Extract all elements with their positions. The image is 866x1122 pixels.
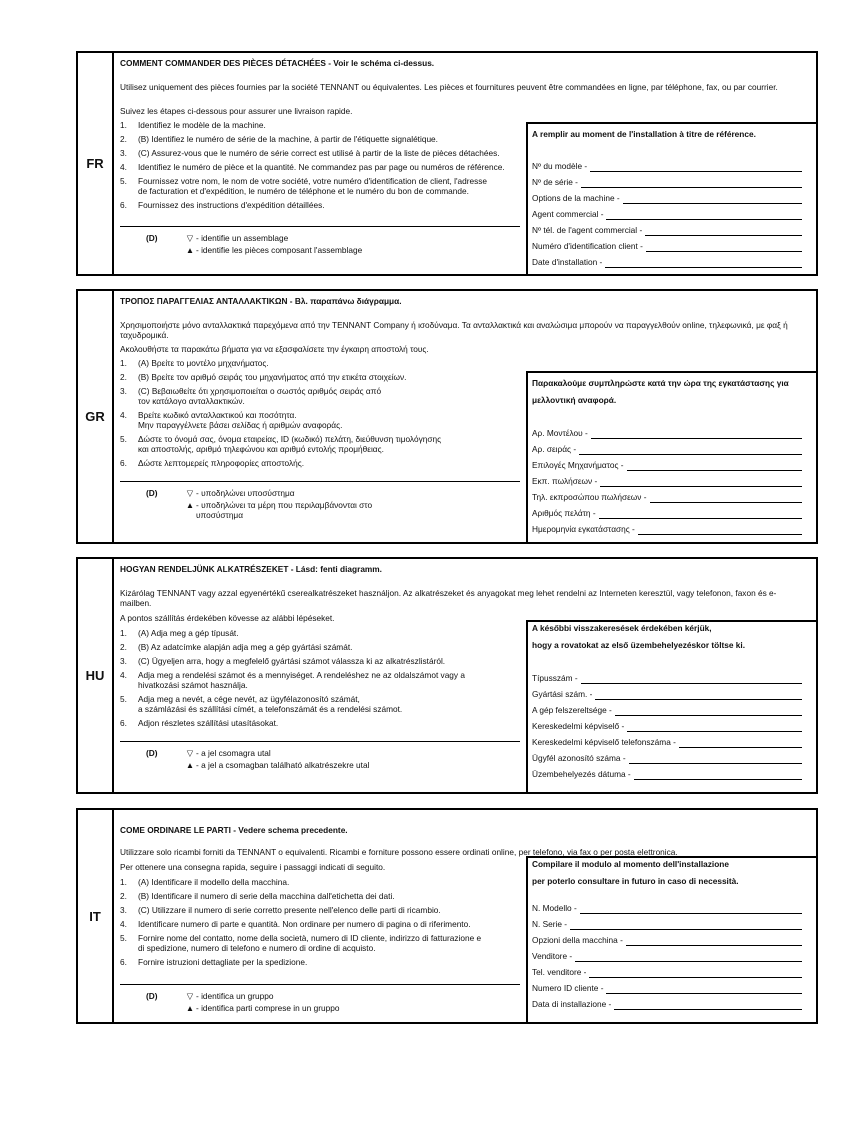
- list-item: 1. (A) Identificare il modello della macchina.: [120, 877, 290, 887]
- open-triangle-icon: ▽: [186, 748, 194, 758]
- customer-id-field[interactable]: Numéro d'identification client -: [532, 242, 802, 252]
- reference-form: [526, 620, 816, 792]
- install-date-field[interactable]: Üzembehelyezés dátuma -: [532, 770, 802, 780]
- machine-options-field[interactable]: A gép felszereltsége -: [532, 706, 802, 716]
- install-date-field[interactable]: Ημερομηνία εγκατάστασης -: [532, 525, 802, 535]
- machine-options-field[interactable]: Επιλογές Μηχανήματος -: [532, 461, 802, 471]
- model-number-field[interactable]: Αρ. Μοντέλου -: [532, 429, 802, 439]
- solid-triangle-icon: ▲: [185, 759, 195, 770]
- install-date-field[interactable]: Date d'installation -: [532, 258, 802, 268]
- list-item: 6. Adjon részletes szállítási utasításokat.: [120, 717, 279, 728]
- intro-text: Utilizzare solo ricambi forniti da TENNANT o equivalenti. Ricambi e forniture possono essere ordinati online, per telefono, via fax o per posta elettronica.: [120, 847, 678, 857]
- list-item: 6. Δώστε λεπτομερείς πληροφορίες αποστολής.: [120, 457, 305, 468]
- language-code: IT: [78, 810, 114, 1022]
- list-item: 4. Βρείτε κωδικό ανταλλακτικού και ποσότητα. Μην παραγγέλνετε βάσει σελίδας ή αριθμών αναφοράς.: [120, 409, 343, 430]
- customer-id-field[interactable]: Numero ID cliente -: [532, 984, 802, 994]
- section-gr: [76, 289, 818, 544]
- intro-text: Χρησιμοποιήστε μόνο ανταλλακτικά παρεχόμενα από την TENNANT Company ή ισοδύναμα. Τα ανταλλακτικά και αναλώσιμα μπορούν να παραγγελθούν online, τηλεφωνικά, με φαξ ή ταχυδρομικά.: [120, 320, 788, 340]
- solid-triangle-icon: ▲: [185, 499, 195, 510]
- machine-options-field[interactable]: Options de la machine -: [532, 194, 802, 204]
- intro-steps-text: A pontos szállítás érdekében kövesse az alábbi lépéseket.: [120, 613, 335, 623]
- legend: (D) ▽ - identifie un assemblage ▲ - identifie les pièces composant l'assemblage: [120, 226, 520, 256]
- list-item: 1. Identifiez le modèle de la machine.: [120, 120, 266, 130]
- steps-list: [120, 359, 520, 473]
- section-title: HOGYAN RENDELJÜNK ALKATRÉSZEKET - Lásd: fenti diagramm.: [120, 564, 382, 574]
- list-item: 6. Fornire istruzioni dettagliate per la spedizione.: [120, 956, 308, 967]
- section-title: COMMENT COMMANDER DES PIÈCES DÉTACHÉES - Voir le schéma ci-dessus.: [120, 58, 435, 68]
- list-item: 5. Fournissez votre nom, le nom de votre société, votre numéro d'identification de client, l'adresse de facturation et d'expédition, le numéro de téléphone et le numéro du bon de commande.: [120, 175, 488, 196]
- model-number-field[interactable]: N. Modello -: [532, 904, 802, 914]
- legend-label: (D): [146, 488, 158, 498]
- sales-rep-field[interactable]: Kereskedelmi képviselő -: [532, 722, 802, 732]
- sales-rep-phone-field[interactable]: Nº tél. de l'agent commercial -: [532, 226, 802, 236]
- open-triangle-icon: ▽: [186, 233, 194, 243]
- sales-rep-field[interactable]: Εκπ. πωλήσεων -: [532, 477, 802, 487]
- solid-triangle-icon: ▲: [185, 244, 195, 255]
- section-it: [76, 808, 818, 1024]
- legend-label: (D): [146, 748, 158, 758]
- list-item: 5. Adja meg a nevét, a cége nevét, az ügyfélazonosító számát, a számlázási és szállítási címét, a telefonszámát és a rendelési számot.: [120, 693, 403, 714]
- list-item: 1. (A) Βρείτε το μοντέλο μηχανήματος.: [120, 358, 269, 368]
- legend: (D) ▽ - a jel csomagra utal ▲ - a jel a csomagban található alkatrészekre utal: [120, 741, 520, 771]
- install-date-field[interactable]: Data di installazione -: [532, 1000, 802, 1010]
- language-code: FR: [78, 53, 114, 274]
- customer-id-field[interactable]: Αριθμός πελάτη -: [532, 509, 802, 519]
- list-item: 3. (C) Utilizzare il numero di serie corretto presente nell'elenco delle parti di ricambio.: [120, 904, 441, 915]
- intro-text: Kizárólag TENNANT vagy azzal egyenértékű cserealkatrészeket használjon. Az alkatrészeket és anyagokat meg lehet rendelni az Interneten keresztül, vagy telefonon, faxon és e-mailben.: [120, 588, 777, 608]
- intro-text: Utilisez uniquement des pièces fournies par la société TENNANT ou équivalentes. Les pièces et fournitures peuvent être commandées en ligne, par téléphone, fax, ou par courrier.: [120, 82, 778, 92]
- list-item: 2. (B) Identificare il numero di serie della macchina dall'etichetta dei dati.: [120, 890, 395, 901]
- form-heading: A későbbi visszakeresések érdekében kérjük, hogy a rovatokat az első üzembehelyezéskor töltse ki.: [532, 623, 746, 650]
- form-heading: Compilare il modulo al momento dell'installazione per poterlo consultare in futuro in caso di necessità.: [532, 859, 739, 886]
- steps-list: [120, 121, 520, 215]
- form-heading: A remplir au moment de l'installation à titre de référence.: [532, 129, 756, 139]
- section-title: COME ORDINARE LE PARTI - Vedere schema precedente.: [120, 825, 348, 835]
- language-code: HU: [78, 559, 114, 792]
- language-code: GR: [78, 291, 114, 542]
- list-item: 3. (C) Βεβαιωθείτε ότι χρησιμοποιείται ο σωστός αριθμός σειράς από τον κατάλογο ανταλλακτικών.: [120, 385, 382, 406]
- sales-rep-field[interactable]: Agent commercial -: [532, 210, 802, 220]
- model-number-field[interactable]: Típusszám -: [532, 674, 802, 684]
- intro-steps-text: Per ottenere una consegna rapida, seguire i passaggi indicati di seguito.: [120, 862, 386, 872]
- list-item: 1. (A) Adja meg a gép típusát.: [120, 628, 239, 638]
- intro-steps-text: Ακολουθήστε τα παρακάτω βήματα για να εξασφαλίσετε την έγκαιρη αποστολή τους.: [120, 344, 429, 354]
- section-title: ΤΡΟΠΟΣ ΠΑΡΑΓΓΕΛΙΑΣ ΑΝΤΑΛΛΑΚΤΙΚΩΝ - Βλ. παραπάνω διάγραμμα.: [120, 296, 402, 306]
- sales-rep-phone-field[interactable]: Tel. venditore -: [532, 968, 802, 978]
- list-item: 4. Identifiez le numéro de pièce et la quantité. Ne commandez pas par page ou numéros de référence.: [120, 161, 505, 172]
- legend-label: (D): [146, 233, 158, 243]
- legend-label: (D): [146, 991, 158, 1001]
- serial-number-field[interactable]: Αρ. σειράς -: [532, 445, 802, 455]
- legend: (D) ▽ - υποδηλώνει υποσύστημα ▲ - υποδηλώνει τα μέρη που περιλαμβάνονται στο υποσύστημα: [120, 481, 520, 521]
- list-item: 4. Adja meg a rendelési számot és a mennyiséget. A rendeléshez ne az oldalszámot vagy a hivatkozási számot használja.: [120, 669, 465, 690]
- section-hu: [76, 557, 818, 794]
- serial-number-field[interactable]: Gyártási szám. -: [532, 690, 802, 700]
- sales-rep-phone-field[interactable]: Τηλ. εκπροσώπου πωλήσεων -: [532, 493, 802, 503]
- serial-number-field[interactable]: N. Serie -: [532, 920, 802, 930]
- machine-options-field[interactable]: Opzioni della macchina -: [532, 936, 802, 946]
- steps-list: [120, 629, 520, 733]
- legend: (D) ▽ - identifica un gruppo ▲ - identifica parti comprese in un gruppo: [120, 984, 520, 1014]
- list-item: 4. Identificare numero di parte e quantità. Non ordinare per numero di pagina o di riferimento.: [120, 918, 471, 929]
- list-item: 3. (C) Ügyeljen arra, hogy a megfelelő gyártási számot válassza ki az alkatrészlistáról.: [120, 655, 446, 666]
- list-item: 3. (C) Assurez-vous que le numéro de série correct est utilisé à partir de la liste de pièces détachées.: [120, 147, 500, 158]
- form-heading: Παρακαλούμε συμπληρώστε κατά την ώρα της εγκατάστασης για μελλοντική αναφορά.: [532, 378, 789, 405]
- list-item: 6. Fournissez des instructions d'expédition détaillées.: [120, 199, 325, 210]
- solid-triangle-icon: ▲: [185, 1002, 195, 1013]
- reference-form: [526, 371, 816, 542]
- intro-steps-text: Suivez les étapes ci-dessous pour assurer une livraison rapide.: [120, 106, 353, 116]
- open-triangle-icon: ▽: [186, 488, 194, 498]
- steps-list: [120, 878, 520, 972]
- list-item: 5. Δώστε το όνομά σας, όνομα εταιρείας, ID (κωδικό) πελάτη, διεύθυνση τιμολόγησης και αποστολής, αριθμό τηλεφώνου και αριθμό εντολής προμήθειας.: [120, 433, 442, 454]
- list-item: 2. (B) Identifiez le numéro de série de la machine, à partir de l'étiquette signalétique.: [120, 133, 438, 144]
- list-item: 5. Fornire nome del contatto, nome della società, numero di ID cliente, indirizzo di fatturazione e di spedizione, numero di telefono e numero di ordine di acquisto.: [120, 932, 482, 953]
- customer-id-field[interactable]: Ügyfél azonosító száma -: [532, 754, 802, 764]
- open-triangle-icon: ▽: [186, 991, 194, 1001]
- reference-form: [526, 856, 816, 1022]
- list-item: 2. (B) Az adatcímke alapján adja meg a gép gyártási számát.: [120, 641, 353, 652]
- sales-rep-field[interactable]: Venditore -: [532, 952, 802, 962]
- sales-rep-phone-field[interactable]: Kereskedelmi képviselő telefonszáma -: [532, 738, 802, 748]
- serial-number-field[interactable]: Nº de série -: [532, 178, 802, 188]
- model-number-field[interactable]: Nº du modèle -: [532, 162, 802, 172]
- section-fr: [76, 51, 818, 276]
- reference-form: [526, 122, 816, 274]
- list-item: 2. (B) Βρείτε τον αριθμό σειράς του μηχανήματος από την ετικέτα στοιχείων.: [120, 371, 407, 382]
